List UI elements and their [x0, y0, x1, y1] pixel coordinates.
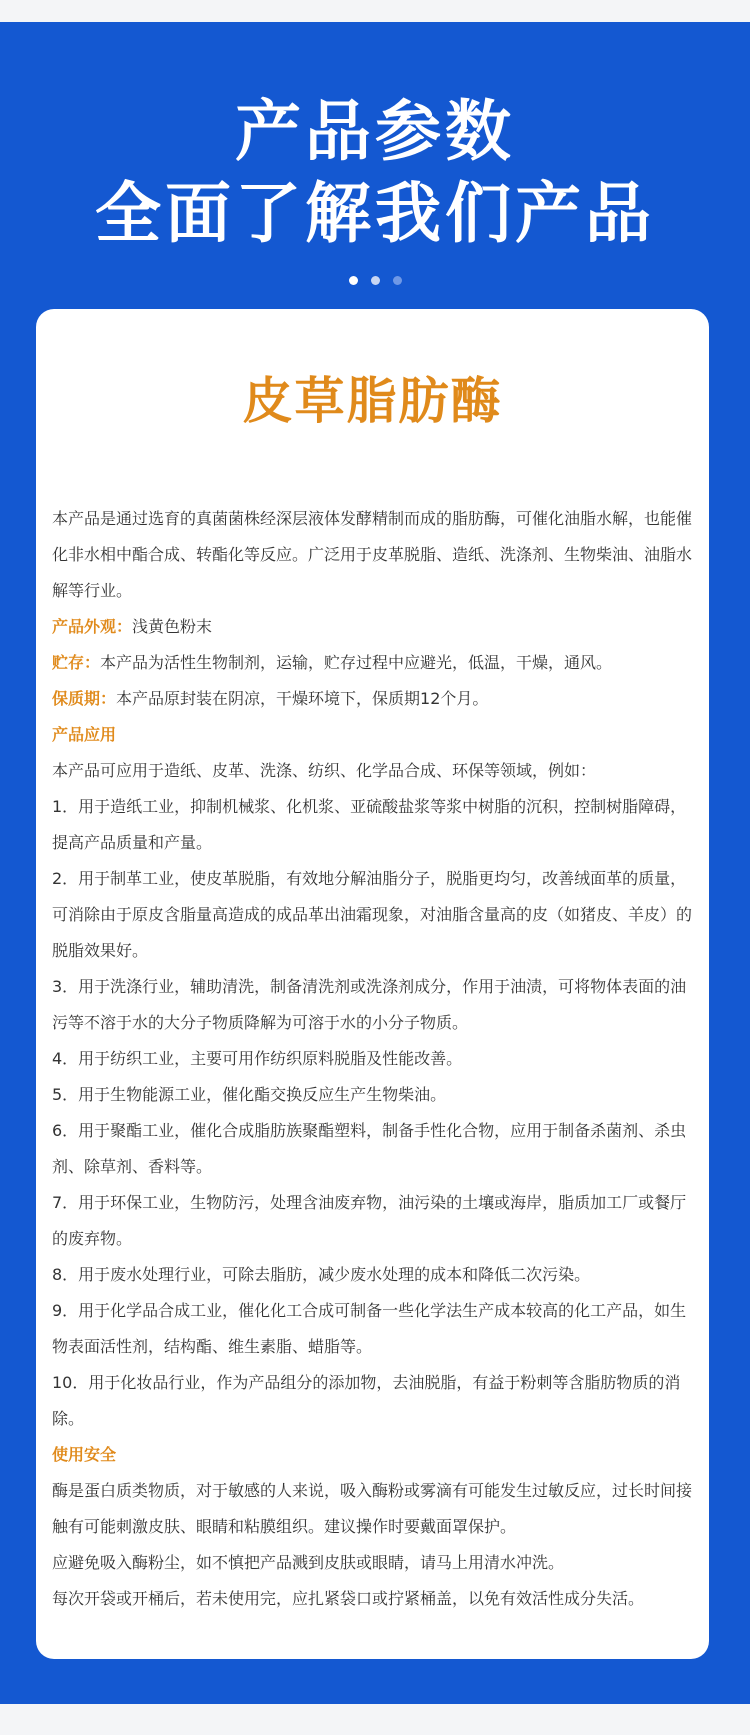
application-intro: 本产品可应用于造纸、皮革、洗涤、纺织、化学品合成、环保等领域，例如： [52, 761, 597, 780]
carousel-dot[interactable] [393, 276, 402, 285]
shelf-life-row [52, 681, 702, 717]
safety-item: 每次开袋或开桶后，若未使用完，应扎紧袋口或拧紧桶盖，以免有效活性成分失活。 [52, 1589, 645, 1608]
storage-label: 贮存： [52, 653, 101, 672]
product-description [52, 501, 702, 1617]
shelf-life-value: 本产品原封装在阴凉，干燥环境下，保质期12个月。 [116, 689, 489, 708]
application-item: 7．用于环保工业，生物防污，处理含油废弃物，油污染的土壤或海岸，脂质加工厂或餐厅的废弃物。 [52, 1193, 687, 1248]
carousel-dot-active[interactable] [349, 276, 358, 285]
hero-title-line2: 全面了解我们产品 [95, 175, 655, 252]
product-title: 皮草脂肪酶 [242, 372, 503, 430]
shelf-life-label: 保质期： [52, 689, 117, 708]
appearance-value: 浅黄色粉末 [132, 617, 213, 636]
storage-row [52, 645, 702, 681]
appearance-row [52, 609, 702, 645]
application-item: 5．用于生物能源工业，催化酯交换反应生产生物柴油。 [52, 1085, 447, 1104]
application-item: 3．用于洗涤行业，辅助清洗，制备清洗剂或洗涤剂成分，作用于油渍，可将物体表面的油污等不溶于水的大分子物质降解为可溶于水的小分子物质。 [52, 977, 687, 1032]
carousel-dots [0, 276, 750, 285]
application-item: 1．用于造纸工业，抑制机械浆、化机浆、亚硫酸盐浆等浆中树脂的沉积，控制树脂障碍，提高产品质量和产量。 [52, 797, 687, 852]
appearance-label: 产品外观： [52, 617, 133, 636]
safety-item: 应避免吸入酶粉尘，如不慎把产品溅到皮肤或眼睛，请马上用清水冲洗。 [52, 1553, 565, 1572]
application-item: 8．用于废水处理行业，可除去脂肪，减少废水处理的成本和降低二次污染。 [52, 1265, 591, 1284]
application-item: 2．用于制革工业，使皮革脱脂，有效地分解油脂分子，脱脂更均匀，改善绒面革的质量，可消除由于原皮含脂量高造成的成品革出油霜现象，对油脂含量高的皮（如猪皮、羊皮）的脱脂效果好。 [52, 869, 693, 960]
intro-paragraph: 本产品是通过选育的真菌菌株经深层液体发酵精制而成的脂肪酶，可催化油脂水解，也能催化非水相中酯合成、转酯化等反应。广泛用于皮革脱脂、造纸、洗涤剂、生物柴油、油脂水解等行业。 [52, 509, 693, 600]
application-item: 9．用于化学品合成工业，催化化工合成可制备一些化学法生产成本较高的化工产品，如生物表面活性剂，结构酯、维生素脂、蜡脂等。 [52, 1301, 687, 1356]
safety-item: 酶是蛋白质类物质，对于敏感的人来说，吸入酶粉或雾滴有可能发生过敏反应，过长时间接触有可能刺激皮肤、眼睛和粘膜组织。建议操作时要戴面罩保护。 [52, 1481, 693, 1536]
application-item: 10．用于化妆品行业，作为产品组分的添加物，去油脱脂，有益于粉刺等含脂肪物质的消除。 [52, 1373, 681, 1428]
storage-value: 本产品为活性生物制剂，运输，贮存过程中应避光，低温，干燥，通风。 [100, 653, 613, 672]
application-item: 4．用于纺织工业，主要可用作纺织原料脱脂及性能改善。 [52, 1049, 463, 1068]
safety-heading: 使用安全 [52, 1445, 117, 1464]
carousel-dot[interactable] [371, 276, 380, 285]
product-card [36, 309, 709, 1659]
application-heading: 产品应用 [52, 725, 117, 744]
hero-banner [0, 22, 750, 1704]
application-item: 6．用于聚酯工业，催化合成脂肪族聚酯塑料，制备手性化合物，应用于制备杀菌剂、杀虫剂、除草剂、香料等。 [52, 1121, 687, 1176]
hero-title-line1: 产品参数 [235, 93, 515, 170]
